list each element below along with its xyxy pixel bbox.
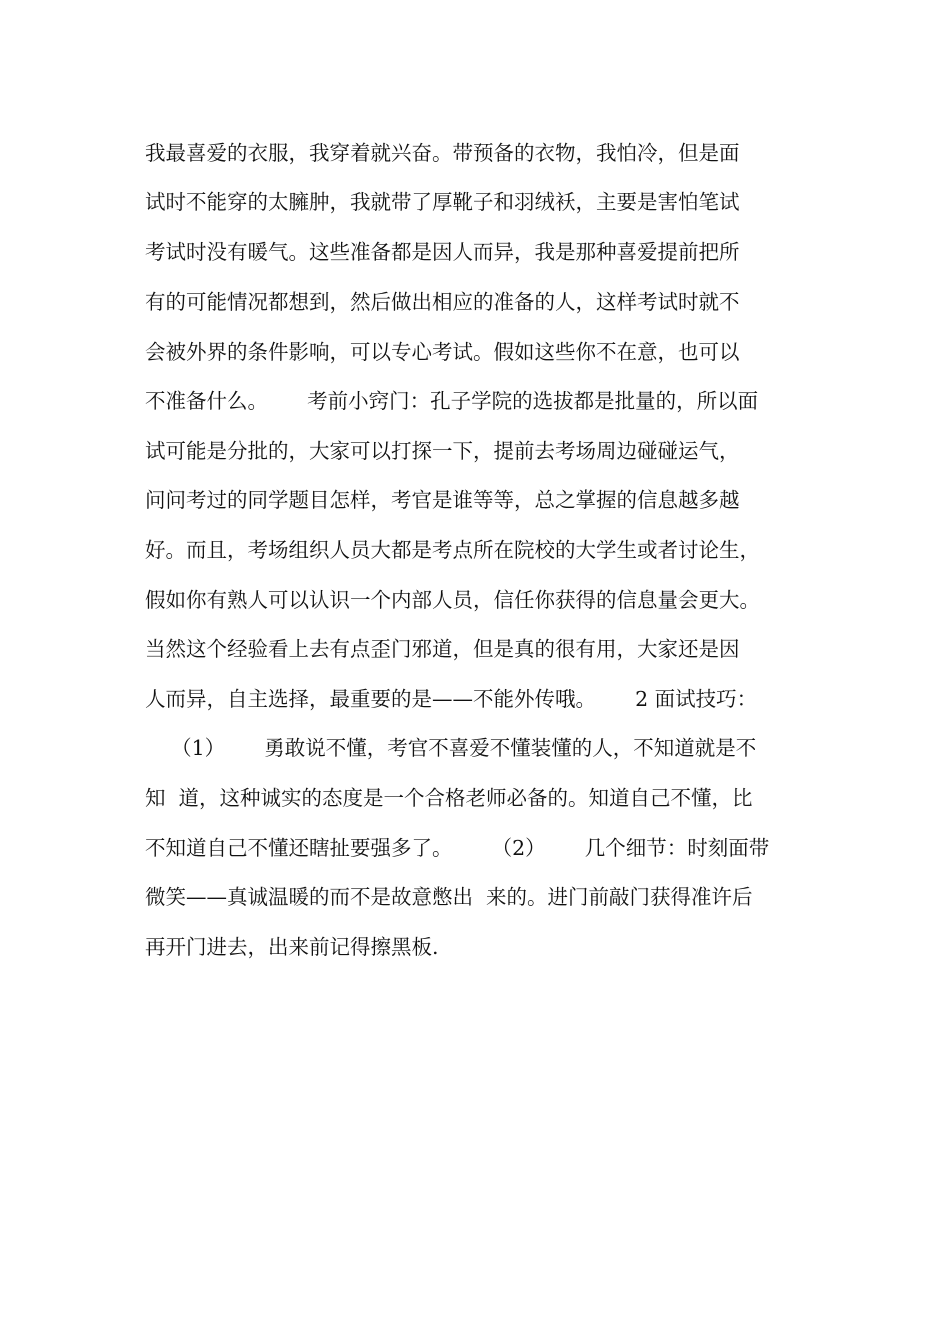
text-line: 考试时没有暖气。这些准备都是因人而异，我是那种喜爱提前把所 — [145, 240, 740, 264]
text-line: 不知道自己不懂还瞎扯要强多了。 （2） 几个细节：时刻面带 — [145, 836, 770, 860]
text-line: 我最喜爱的衣服，我穿着就兴奋。带预备的衣物，我怕冷，但是面 — [145, 141, 740, 165]
text-line: 假如你有熟人可以认识一个内部人员，信任你获得的信息量会更大。 — [145, 588, 760, 612]
text-line: 好。而且，考场组织人员大都是考点所在院校的大学生或者讨论生， — [145, 538, 760, 562]
text-line: 问问考过的同学题目怎样，考官是谁等等，总之掌握的信息越多越 — [145, 488, 740, 512]
text-line: 试可能是分批的，大家可以打探一下，提前去考场周边碰碰运气， — [145, 439, 740, 463]
text-line: 知 道，这种诚实的态度是一个合格老师必备的。知道自己不懂，比 — [145, 786, 753, 810]
text-line: 不准备什么。 考前小窍门：孔子学院的选拔都是批量的，所以面 — [145, 389, 759, 413]
text-line: 再开门进去，出来前记得擦黑板. — [145, 935, 439, 959]
text-line: 会被外界的条件影响，可以专心考试。假如这些你不在意，也可以 — [145, 340, 740, 364]
text-line: 微笑——真诚温暖的而不是故意憋出 来的。进门前敲门获得准许后 — [145, 885, 753, 909]
text-line: 试时不能穿的太臃肿，我就带了厚靴子和羽绒袄，主要是害怕笔试 — [145, 190, 740, 214]
text-line: 人而异，自主选择，最重要的是——不能外传哦。 2 面试技巧： — [145, 687, 758, 711]
text-line: （1） 勇敢说不懂，考官不喜爱不懂装懂的人，不知道就是不 — [145, 736, 757, 760]
text-line: 有的可能情况都想到，然后做出相应的准备的人，这样考试时就不 — [145, 290, 740, 314]
text-line: 当然这个经验看上去有点歪门邪道，但是真的很有用，大家还是因 — [145, 637, 740, 661]
